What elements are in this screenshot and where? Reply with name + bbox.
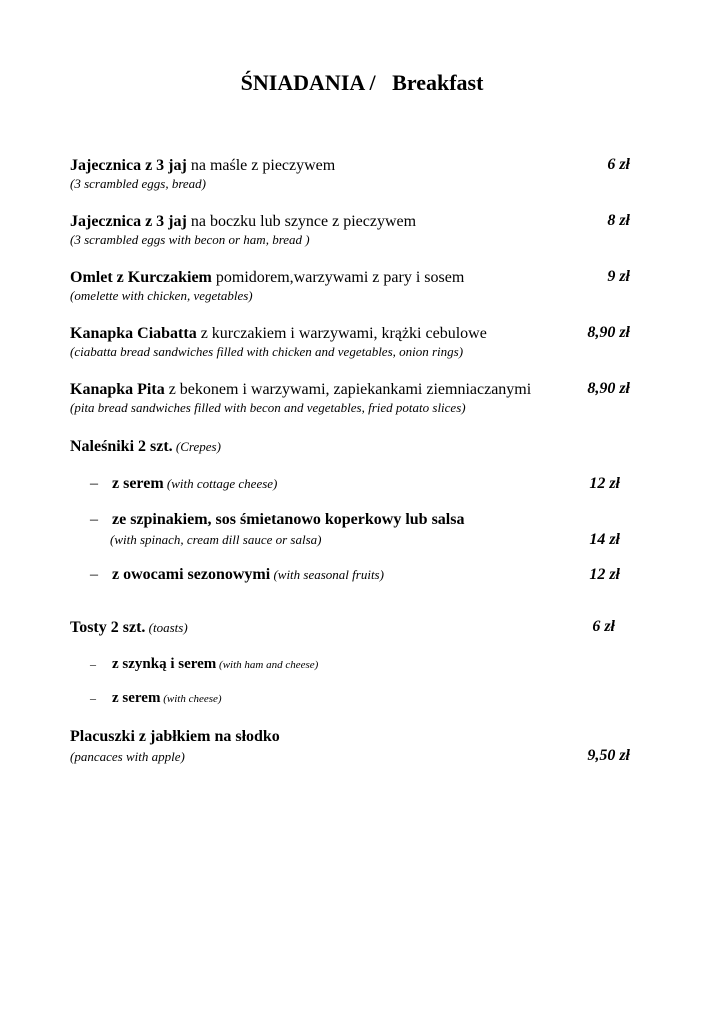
item-description-en: (ciabatta bread sandwiches filled with chicken and vegetables, onion rings) xyxy=(70,344,464,359)
item-price: 6 zł xyxy=(607,156,630,173)
option-name: z serem xyxy=(112,475,164,492)
option-name: z szynką i serem xyxy=(112,656,217,672)
item-name: Kanapka Ciabatta xyxy=(70,325,197,342)
item-price: 9 zł xyxy=(607,268,630,285)
menu-item xyxy=(70,380,630,416)
item-name: Jajecznica z 3 jaj xyxy=(70,213,187,230)
option-en: (with ham and cheese) xyxy=(216,659,319,671)
menu-item xyxy=(70,268,630,304)
crepes-name: Naleśniki 2 szt. xyxy=(70,438,173,455)
option-price: 12 zł xyxy=(589,566,620,583)
item-description-en: (pita bread sandwiches filled with becon and vegetables, fried potato slices) xyxy=(70,400,466,415)
item-price: 9,50 zł xyxy=(587,747,630,764)
item-description-en: (omelette with chicken, vegetables) xyxy=(70,288,253,303)
item-description-pl: pomidorem,warzywami z pary i sosem xyxy=(211,269,465,286)
toasts-heading xyxy=(70,618,615,638)
item-description-en: (3 scrambled eggs, bread) xyxy=(70,176,206,191)
option-en: (with spinach, cream dill sauce or salsa) xyxy=(110,532,322,547)
option-name: z owocami sezonowymi xyxy=(112,566,271,583)
dash: – xyxy=(90,691,96,705)
pancakes-item xyxy=(70,727,630,765)
toasts-name: Tosty 2 szt. xyxy=(70,619,146,636)
crepes-heading xyxy=(70,437,630,457)
option-name: ze szpinakiem, sos śmietanowo koperkowy lub salsa xyxy=(112,511,465,528)
page-title: ŚNIADANIA / Breakfast xyxy=(240,70,484,95)
option-en: (with seasonal fruits) xyxy=(270,567,384,582)
option-en: (with cheese) xyxy=(160,693,222,705)
item-name: Jajecznica z 3 jaj xyxy=(70,157,187,174)
dash: – xyxy=(90,657,96,671)
crepes-option xyxy=(90,510,620,530)
item-description-en: (pancaces with apple) xyxy=(70,749,185,764)
item-price: 8,90 zł xyxy=(587,324,630,341)
option-name: z serem xyxy=(112,690,161,706)
crepes-option-en-line xyxy=(110,530,620,550)
option-price: 14 zł xyxy=(589,531,620,548)
item-name: Placuszki z jabłkiem na słodko xyxy=(70,728,280,745)
toasts-price: 6 zł xyxy=(592,618,615,635)
menu-item xyxy=(70,324,630,360)
item-price: 8 zł xyxy=(607,212,630,229)
menu-item xyxy=(70,212,630,248)
toasts-option xyxy=(90,688,620,709)
item-name: Kanapka Pita xyxy=(70,381,165,398)
crepes-option xyxy=(90,565,620,585)
item-name: Omlet z Kurczakiem xyxy=(70,269,212,286)
dash: – xyxy=(90,566,98,583)
option-price: 12 zł xyxy=(589,475,620,492)
item-description-en: (3 scrambled eggs with becon or ham, bread ) xyxy=(70,232,310,247)
crepes-option xyxy=(90,474,620,494)
menu-item xyxy=(70,156,630,192)
item-description-pl: z bekonem i warzywami, zapiekankami ziemniaczanymi xyxy=(164,381,532,398)
item-price: 8,90 zł xyxy=(587,380,630,397)
toasts-option xyxy=(90,654,620,675)
crepes-en: (Crepes) xyxy=(172,439,221,454)
toasts-en: (toasts) xyxy=(145,620,188,635)
item-description-pl: na maśle z pieczywem xyxy=(186,157,336,174)
dash: – xyxy=(90,511,98,528)
option-en: (with cottage cheese) xyxy=(163,476,278,491)
dash: – xyxy=(90,475,98,492)
item-description-pl: z kurczakiem i warzywami, krążki cebulowe xyxy=(196,325,487,342)
item-description-pl: na boczku lub szynce z pieczywem xyxy=(186,213,417,230)
